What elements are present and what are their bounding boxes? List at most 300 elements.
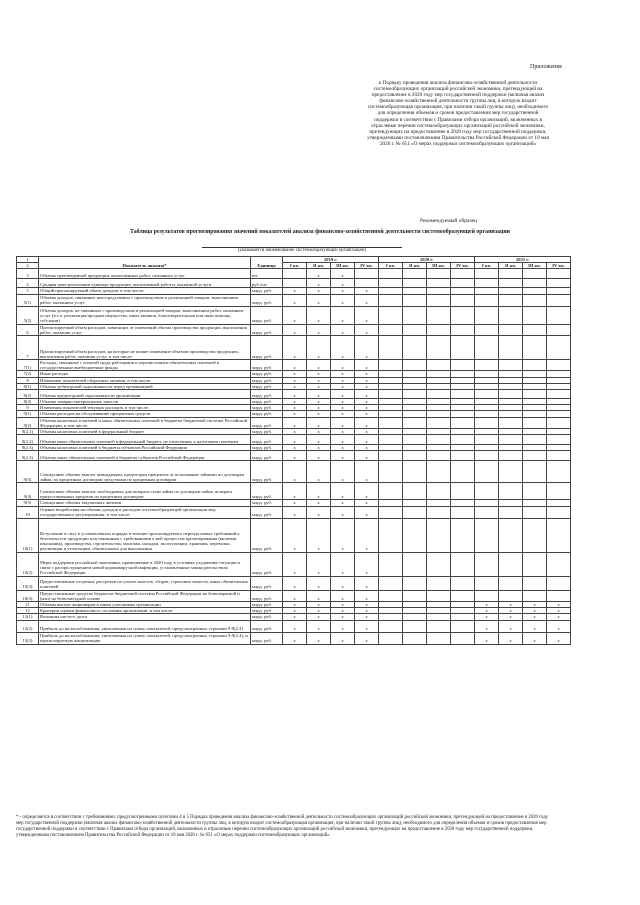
x-mark-cell: x [283,500,307,506]
table-row [17,279,571,288]
x-mark-cell: x [307,461,331,483]
row-number: 10 [17,506,39,518]
x-mark-cell: x [307,614,331,620]
empty-cell [475,435,499,445]
empty-cell [475,506,499,518]
row-unit: млрд. руб. [251,500,283,506]
row-indicator-name: Объемы налоговых платежей в федеральный бюджет [39,429,251,435]
row-number: 4 [17,279,39,288]
x-mark-cell: x [307,602,331,608]
x-mark-cell: x [355,390,379,399]
empty-cell [499,360,523,371]
empty-cell [403,279,427,288]
empty-cell [355,279,379,288]
empty-cell [379,483,403,500]
row-indicator-name: Объемы произведенной продукции, выполненных работ, оказанных услуг [39,269,251,279]
x-mark-cell: x [331,576,355,590]
row-indicator-name: Объемы доходов, связанных непосредственно с производством и реализацией товаров, выполнением работ, оказанием услуг [39,294,251,306]
row-indicator-name: Совокупные объемы закупаемых активов [39,500,251,506]
row-indicator-name: Прибыль до налогообложения, увеличенная на сумму показателей, предусмотренных строками 9-9(2.4) [39,620,251,632]
x-mark-cell: x [331,506,355,518]
empty-cell [451,336,475,360]
table-row [17,608,571,614]
x-mark-cell: x [331,500,355,506]
empty-cell [475,306,499,324]
row-number: 11 [17,602,39,608]
x-mark-cell: x [331,360,355,371]
empty-cell [451,360,475,371]
x-mark-cell: x [283,429,307,435]
empty-cell [427,552,451,576]
row-indicator-name: Объемы иных обязательных платежей в федеральный бюджет, не отнесенных к налоговым платежам [39,435,251,445]
table-row [17,552,571,576]
empty-cell [427,417,451,428]
indicators-table [16,256,571,645]
x-mark-cell: x [283,461,307,483]
empty-cell [499,590,523,601]
x-mark-cell: x [283,552,307,576]
row-number: 9(5) [17,500,39,506]
x-mark-cell: x [355,552,379,576]
empty-cell [547,324,571,335]
row-unit: млрд. руб. [251,390,283,399]
row-number: 10(4) [17,590,39,601]
x-mark-cell: x [331,451,355,461]
row-unit: млрд. руб. [251,417,283,428]
empty-cell [379,552,403,576]
row-unit: млрд. руб. [251,552,283,576]
x-mark-cell: x [307,620,331,632]
x-mark-cell: x [283,445,307,451]
row-indicator-name: Предоставленные отсрочки, рассрочки по уплате налогов, сборов, страховых взносов, иных обязательных платежей [39,576,251,590]
empty-cell [379,336,403,360]
header-quarter: I кв. [283,263,307,269]
row-unit: млрд. руб. [251,360,283,371]
x-mark-cell: x [331,620,355,632]
x-mark-cell: x [475,614,499,620]
empty-cell [403,461,427,483]
empty-cell [451,518,475,552]
header-quarter: IV кв. [451,263,475,269]
empty-cell [523,461,547,483]
empty-cell [379,390,403,399]
empty-cell [379,576,403,590]
empty-cell [523,417,547,428]
table-row [17,620,571,632]
x-mark-cell: x [331,371,355,377]
empty-cell [403,294,427,306]
empty-cell [523,590,547,601]
row-unit: млрд. руб. [251,608,283,614]
row-indicator-name: Средняя цена реализации единицы продукции, выполненной работы, оказанной услуги [39,279,251,288]
empty-cell [499,461,523,483]
row-unit: млрд. руб. [251,451,283,461]
row-number: 9(2) [17,417,39,428]
x-mark-cell: x [283,614,307,620]
x-mark-cell: x [283,518,307,552]
empty-cell [379,294,403,306]
x-mark-cell: x [283,411,307,417]
row-unit: млрд. руб. [251,620,283,632]
x-mark-cell: x [283,336,307,360]
row-indicator-name: Прогнозируемый объем расходов, на которые не влияет изменение объемов производства продукции, выполнения работ, оказания услуг, в том числе: [39,336,251,360]
empty-cell [379,324,403,335]
empty-cell [403,435,427,445]
row-number: 5(1) [17,294,39,306]
empty-cell [379,461,403,483]
row-unit: млрд. руб. [251,461,283,483]
table-row [17,306,571,324]
x-mark-cell: x [355,602,379,608]
header-quarter: III кв. [523,263,547,269]
empty-cell [403,590,427,601]
x-mark-cell: x [283,620,307,632]
x-mark-cell: x [331,294,355,306]
x-mark-cell: x [307,399,331,405]
empty-cell [499,552,523,576]
x-mark-cell: x [307,445,331,451]
x-mark-cell: x [499,608,523,614]
empty-cell [475,461,499,483]
x-mark-cell: x [307,429,331,435]
table-row [17,632,571,644]
header-quarter: I кв. [475,263,499,269]
empty-cell [499,518,523,552]
x-mark-cell: x [355,429,379,435]
empty-cell [523,451,547,461]
x-mark-cell: x [331,518,355,552]
empty-cell [403,506,427,518]
x-mark-cell: x [283,602,307,608]
empty-cell [523,552,547,576]
empty-cell [403,620,427,632]
empty-cell [403,390,427,399]
empty-cell [475,336,499,360]
row-indicator-name: Совокупные объемы выплат заимодавцам, кредиторам процентов за пользование займами по договорам займа, по кредитным договорам средствами по кредитным договорам [39,461,251,483]
empty-cell [427,461,451,483]
row-unit: млрд. руб. [251,399,283,405]
empty-cell [499,306,523,324]
row-indicator-name: Вступление в силу в установленном порядке в течение прогнозируемого периода новых требований к безопасности продукции или связанным с требованиями к ней процессам проектирования (включая изыскания), производства, строительства, монтажа, наладки, эксплуатации, хранения, перевозки, реализации и утилизации, обязательных для выполнения [39,518,251,552]
x-mark-cell: x [331,399,355,405]
x-mark-cell: x [547,602,571,608]
x-mark-cell: x [499,632,523,644]
x-mark-cell: x [283,608,307,614]
table-row [17,324,571,335]
x-mark-cell: x [355,608,379,614]
row-indicator-name: Объемы расходов на обслуживание процентных средств [39,411,251,417]
row-unit: млрд. руб. [251,614,283,620]
row-number: 9(2.4) [17,451,39,461]
row-indicator-name: Объемы кредиторской задолженности организации [39,390,251,399]
x-mark-cell: x [331,632,355,644]
empty-cell [499,451,523,461]
row-indicator-name: Предоставленные средства бюджетов бюджетной системы Российской Федерации на безвозвратной и (или) на безвозмездной основе [39,590,251,601]
x-mark-cell: x [355,383,379,389]
empty-cell [547,279,571,288]
x-mark-cell: x [355,324,379,335]
x-mark-cell: x [547,620,571,632]
x-mark-cell: x [283,390,307,399]
table-row [17,294,571,306]
empty-cell [547,552,571,576]
empty-cell [523,324,547,335]
empty-cell [427,269,451,279]
x-mark-cell: x [331,405,355,411]
row-unit: млрд. руб. [251,405,283,411]
row-number: 8(1) [17,383,39,389]
x-mark-cell: x [547,608,571,614]
col-number-2: 2 [17,263,39,269]
x-mark-cell: x [355,411,379,417]
row-number: 12(2) [17,620,39,632]
header-year: 2020 г. [379,257,475,263]
empty-cell [547,360,571,371]
x-mark-cell: x [331,324,355,335]
empty-cell [451,324,475,335]
header-quarter: IV кв. [355,263,379,269]
empty-cell [427,390,451,399]
x-mark-cell: x [475,632,499,644]
empty-cell [451,417,475,428]
empty-cell [427,360,451,371]
row-number: 5 [17,288,39,294]
empty-cell [547,269,571,279]
empty-cell [379,279,403,288]
empty-cell [379,417,403,428]
x-mark-cell: x [355,590,379,601]
x-mark-cell: x [355,518,379,552]
x-mark-cell: x [355,576,379,590]
row-indicator-name: Изменение показателей оборотных активов, в том числе: [39,377,251,383]
empty-cell [427,306,451,324]
empty-cell [427,435,451,445]
empty-cell [403,269,427,279]
empty-cell [475,279,499,288]
row-indicator-name: Величина чистого долга [39,614,251,620]
empty-cell [379,620,403,632]
row-unit: млрд. руб. [251,411,283,417]
row-number: 12(1) [17,614,39,620]
x-mark-cell: x [307,279,331,288]
row-unit: млрд. руб. [251,324,283,335]
empty-cell [523,576,547,590]
x-mark-cell: x [331,602,355,608]
row-indicator-name: Критерии оценки финансового состояния организации, в том числе: [39,608,251,614]
empty-cell [427,576,451,590]
x-mark-cell: x [283,371,307,377]
empty-cell [475,294,499,306]
row-number: 8 [17,377,39,383]
row-unit: млрд. руб. [251,383,283,389]
x-mark-cell: x [355,461,379,483]
x-mark-cell: x [331,445,355,451]
x-mark-cell: x [283,360,307,371]
table-row [17,269,571,279]
x-mark-cell: x [331,336,355,360]
empty-cell [523,294,547,306]
x-mark-cell: x [331,614,355,620]
x-mark-cell: x [355,417,379,428]
x-mark-cell: x [331,411,355,417]
row-unit: руб./шт. [251,279,283,288]
x-mark-cell: x [331,608,355,614]
x-mark-cell: x [307,483,331,500]
empty-cell [403,483,427,500]
table-row [17,506,571,518]
x-mark-cell: x [331,288,355,294]
x-mark-cell: x [283,483,307,500]
table-row [17,518,571,552]
table-row [17,576,571,590]
empty-cell [403,632,427,644]
row-indicator-name: Объемы дебиторской задолженности перед организацией [39,383,251,389]
empty-cell [451,483,475,500]
row-unit: млрд. руб. [251,371,283,377]
x-mark-cell: x [355,620,379,632]
row-unit: млрд. руб. [251,602,283,608]
empty-cell [379,590,403,601]
header-quarter: II кв. [499,263,523,269]
empty-cell [547,435,571,445]
row-indicator-name: Объемы налоговых платежей в бюджеты субъектов Российской Федерации [39,445,251,451]
empty-cell [451,576,475,590]
empty-cell [451,294,475,306]
x-mark-cell: x [307,288,331,294]
empty-cell [403,417,427,428]
empty-cell [451,306,475,324]
row-indicator-name: Прогнозируемый объем расходов, зависящих от изменений объема производства продукции, выполнения работ, оказания услуг [39,324,251,335]
x-mark-cell: x [307,451,331,461]
row-number: 3 [17,269,39,279]
empty-cell [379,269,403,279]
empty-cell [523,483,547,500]
empty-cell [379,435,403,445]
empty-cell [451,620,475,632]
empty-cell [379,306,403,324]
row-number: 9(4) [17,483,39,500]
empty-cell [547,506,571,518]
empty-cell [451,590,475,601]
row-number: 9 [17,405,39,411]
row-unit: млрд. руб. [251,336,283,360]
empty-cell [475,590,499,601]
x-mark-cell: x [331,590,355,601]
x-mark-cell: x [355,288,379,294]
x-mark-cell: x [283,294,307,306]
empty-cell [427,620,451,632]
x-mark-cell: x [283,383,307,389]
row-unit: шт. [251,269,283,279]
empty-cell [379,360,403,371]
table-row [17,435,571,445]
row-number: 5(2) [17,306,39,324]
empty-cell [547,590,571,601]
empty-cell [451,269,475,279]
empty-cell [451,506,475,518]
table-row [17,360,571,371]
x-mark-cell: x [307,336,331,360]
empty-cell [379,506,403,518]
empty-cell [451,461,475,483]
row-unit: млрд. руб. [251,288,283,294]
table-row [17,461,571,483]
x-mark-cell: x [307,269,331,279]
empty-cell [451,435,475,445]
table-row [17,336,571,360]
empty-cell [547,294,571,306]
x-mark-cell: x [355,483,379,500]
row-indicator-name: Совокупные объемы выплат, необходимых для возврата сумм займа по договорам займа, возврата предоставленных кредитов по кредитным договорам [39,483,251,500]
empty-cell [427,518,451,552]
empty-cell [403,336,427,360]
x-mark-cell: x [331,435,355,445]
x-mark-cell: x [307,377,331,383]
x-mark-cell: x [331,461,355,483]
x-mark-cell: x [307,383,331,389]
x-mark-cell: x [283,399,307,405]
empty-cell [475,451,499,461]
x-mark-cell: x [283,590,307,601]
recommended-sample-label: Рекомендуемый образец [420,218,478,224]
x-mark-cell: x [331,390,355,399]
row-unit: млрд. руб. [251,576,283,590]
x-mark-cell: x [355,336,379,360]
empty-cell [451,552,475,576]
table-row [17,590,571,601]
header-quarter: I кв. [379,263,403,269]
x-mark-cell: x [307,608,331,614]
empty-cell [499,294,523,306]
row-number: 9(2.3) [17,445,39,451]
empty-cell [451,451,475,461]
row-indicator-name: Объемы товарно-материальных запасов [39,399,251,405]
empty-cell [427,483,451,500]
col-number-1: 1 [17,257,39,263]
empty-cell [283,269,307,279]
row-unit: млрд. руб. [251,483,283,500]
x-mark-cell: x [355,405,379,411]
row-number: 9(1) [17,411,39,417]
row-unit: млрд. руб. [251,518,283,552]
empty-cell [499,576,523,590]
row-number: 7 [17,336,39,360]
header-quarter: III кв. [331,263,355,269]
empty-cell [427,632,451,644]
empty-cell [499,506,523,518]
organization-name-hint: (указывается наименование системообразующей организации) [237,248,367,253]
table-row [17,483,571,500]
empty-cell [523,306,547,324]
header-year: 2021 г. [475,257,571,263]
order-reference: к Порядку проведения анализа финансово-хозяйственной деятельности системообразующих организаций российской экономики, претендующей на предоставление в 2020 году мер государственной поддержки (включая анализ финансово-хозяйственной деятельности группы лиц, в которую входит системообразующая организация, при наличии такой группы лиц), необходимого для определения объемов и сроков предоставления мер государственной поддержки в соответствии с Правилами отбора организаций, включенных в отраслевые перечни системообразующих организаций российской экономики, претендующих на предоставление в 2020 году мер государственной поддержки, утвержденными постановлением Правительства Российской Федерации от 10 мая 2020 г. № 651 «О мерах поддержки системообразующих организаций» [367,80,549,147]
row-number: 9(3) [17,461,39,483]
empty-cell [427,506,451,518]
x-mark-cell: x [331,483,355,500]
x-mark-cell: x [331,552,355,576]
x-mark-cell: x [283,288,307,294]
empty-cell [547,390,571,399]
x-mark-cell: x [523,608,547,614]
row-indicator-name: Объемы налоговых платежей и иных обязательных платежей в бюджеты бюджетной системы Российской Федерации, в том числе: [39,417,251,428]
table-row [17,451,571,461]
x-mark-cell: x [547,632,571,644]
appendix-label: Приложение [530,64,563,70]
empty-cell [547,461,571,483]
header-quarter: II кв. [403,263,427,269]
x-mark-cell: x [355,294,379,306]
x-mark-cell: x [499,620,523,632]
